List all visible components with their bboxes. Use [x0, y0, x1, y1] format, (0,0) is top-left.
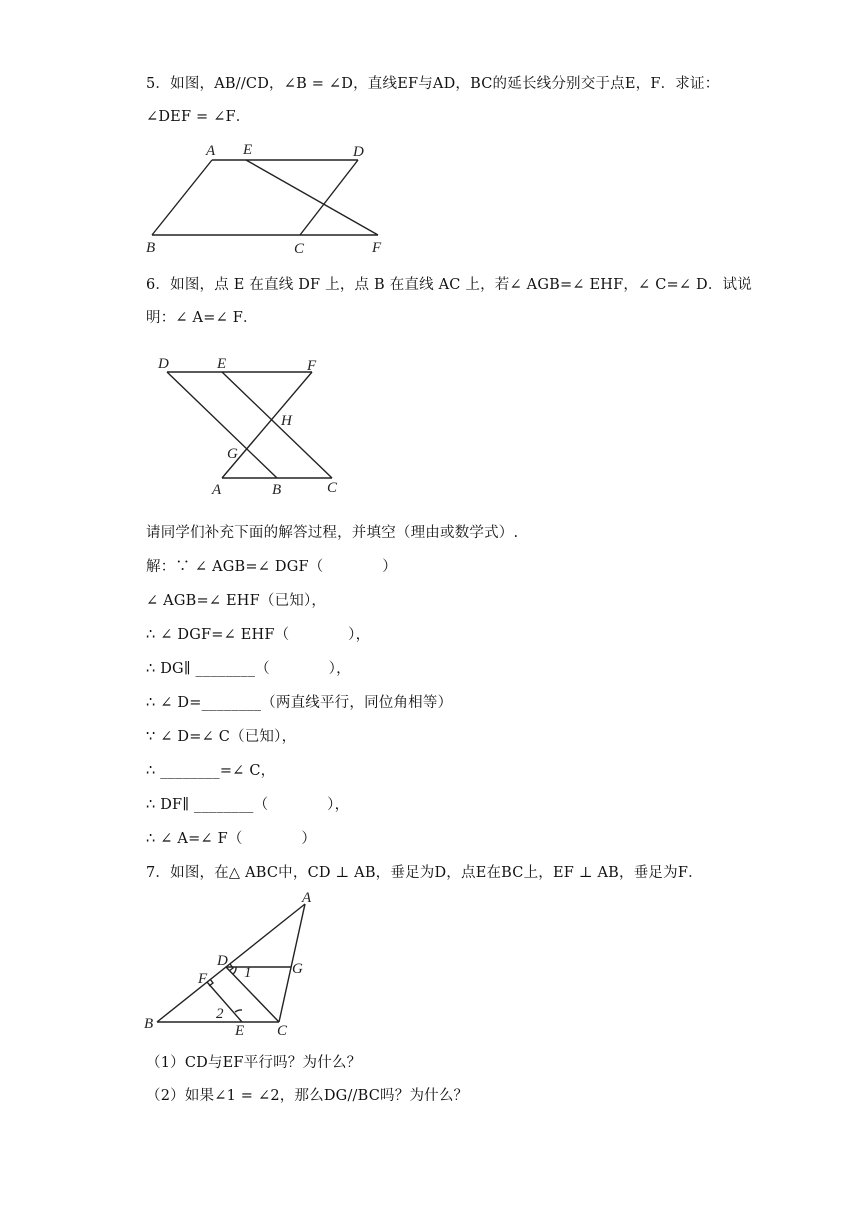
- q6-step-3: ∴ ∠ DGF=∠ EHF（ ），: [146, 627, 371, 643]
- q6-label-e: E: [217, 356, 227, 372]
- q5-segment-ef: [246, 160, 378, 235]
- q6-step-2: ∠ AGB=∠ EHF（已知），: [146, 593, 327, 609]
- q7-angle-2-arc: [235, 1010, 242, 1012]
- q5-label-d: D: [353, 144, 364, 160]
- q6-step-9: ∴ ∠ A=∠ F（ ）: [146, 831, 317, 847]
- q6-segment-db: [167, 372, 277, 478]
- q5-text-line1: 5．如图，AB//CD，∠B = ∠D，直线EF与AD，BC的延长线分别交于点E，F．求证：: [146, 76, 720, 92]
- q6-text-line2: 明：∠ A=∠ F．: [146, 310, 258, 326]
- q7-subquestion-1: （1）CD与EF平行吗？为什么？: [146, 1055, 362, 1071]
- q6-segment-ec: [222, 372, 332, 478]
- q6-segment-fa: [222, 372, 312, 478]
- q5-figure: [140, 138, 400, 258]
- q5-label-b: B: [146, 240, 156, 256]
- q7-label-a: A: [302, 890, 312, 906]
- q6-label-g: G: [227, 446, 238, 462]
- q7-figure: [140, 890, 330, 1040]
- q6-step-8: ∴ DF∥ ________（ ），: [146, 797, 350, 813]
- q5-text-line2: ∠DEF = ∠F．: [146, 109, 251, 125]
- q6-step-7: ∴ ________=∠ C，: [146, 763, 276, 779]
- q5-label-c: C: [294, 241, 305, 257]
- q6-step-1: 解：∵ ∠ AGB=∠ DGF（ ）: [146, 559, 397, 575]
- q7-label-g: G: [292, 961, 303, 977]
- q6-label-h: H: [281, 413, 292, 429]
- q5-segment-dc: [300, 160, 358, 235]
- q6-instruction: 请同学们补充下面的解答过程，并填空（理由或数学式）.: [146, 525, 519, 541]
- q5-label-f: F: [372, 240, 382, 256]
- q5-label-e: E: [243, 142, 253, 158]
- q6-label-c: C: [327, 480, 338, 496]
- q6-step-4: ∴ DG∥ ________（ ），: [146, 661, 351, 677]
- q6-step-6: ∵ ∠ D=∠ C（已知），: [146, 729, 297, 745]
- q7-text-line1: 7．如图，在△ ABC中，CD ⊥ AB，垂足为D，点E在BC上，EF ⊥ AB，垂足为F．: [146, 865, 703, 881]
- q6-label-b: B: [272, 482, 282, 498]
- q6-step-5: ∴ ∠ D=________（两直线平行，同位角相等）: [146, 695, 453, 711]
- q7-label-d: D: [217, 953, 228, 969]
- q7-label-2: 2: [216, 1006, 224, 1022]
- q7-segment-ef: [207, 982, 242, 1022]
- q7-label-e: E: [235, 1023, 245, 1039]
- q6-text-line1: 6．如图，点 E 在直线 DF 上，点 B 在直线 AC 上，若∠ AGB=∠ EHF，∠ C=∠ D．试说: [146, 277, 752, 293]
- q6-label-f: F: [307, 358, 317, 374]
- q7-label-c: C: [277, 1023, 288, 1039]
- q7-label-1: 1: [244, 965, 252, 981]
- q5-segment-ab: [152, 160, 212, 235]
- q7-label-b: B: [144, 1016, 154, 1032]
- q7-label-f: F: [198, 971, 208, 987]
- q6-figure: [150, 350, 360, 500]
- q7-subquestion-2: （2）如果∠1 = ∠2，那么DG//BC吗？为什么？: [146, 1088, 469, 1104]
- q5-label-a: A: [206, 143, 216, 159]
- q6-label-d: D: [158, 356, 169, 372]
- q6-label-a: A: [212, 482, 222, 498]
